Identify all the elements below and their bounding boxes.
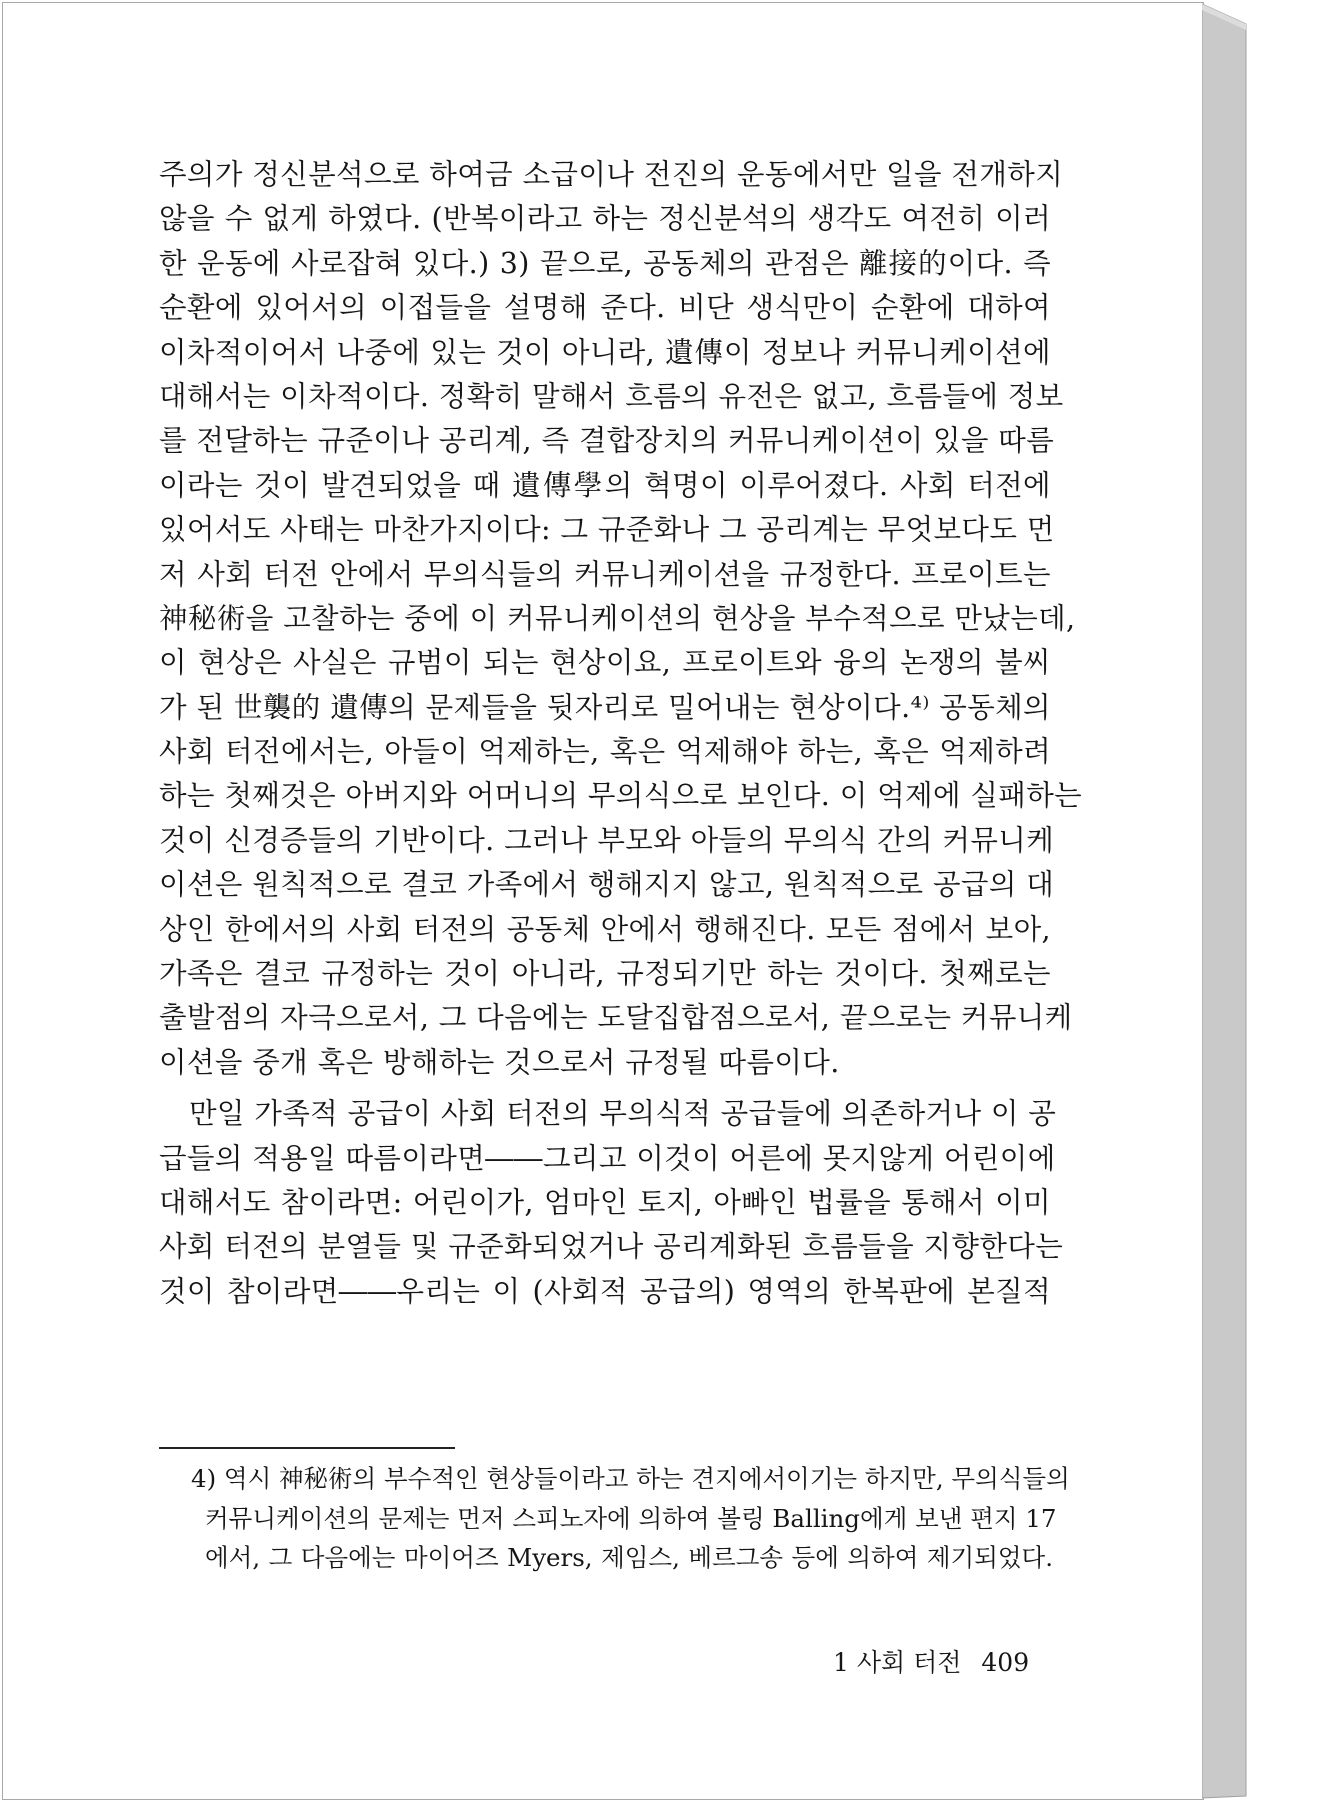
text-line: 가 된 世襲的 遺傳의 문제들을 뒷자리로 밀어내는 현상이다.⁴⁾ 공동체의: [159, 690, 1051, 724]
footnote-line: 4) 역시 神秘術의 부수적인 현상들이라고 하는 견지에서이기는 하지만, 무의식들의: [191, 1464, 1070, 1493]
text-line: 사회 터전의 분열들 및 규준화되었거나 공리계화된 흐름들을 지향한다는: [159, 1230, 1064, 1264]
text-line: 급들의 적용일 따름이라면――그리고 이것이 어른에 못지않게 어린이에: [159, 1141, 1056, 1175]
text-line: 대해서는 이차적이다. 정확히 말해서 흐름의 유전은 없고, 흐름들에 정보: [159, 379, 1064, 413]
text-line: 상인 한에서의 사회 터전의 공동체 안에서 행해진다. 모든 점에서 보아,: [159, 912, 1051, 946]
text-line: 것이 신경증들의 기반이다. 그러나 부모와 아들의 무의식 간의 커뮤니케: [159, 823, 1055, 857]
text-line: 출발점의 자극으로서, 그 다음에는 도달집합점으로서, 끝으로는 커뮤니케: [159, 1001, 1073, 1035]
text-line: 만일 가족적 공급이 사회 터전의 무의식적 공급들에 의존하거나 이 공: [189, 1097, 1057, 1131]
footnote-line: 에서, 그 다음에는 마이어즈 Myers, 제임스, 베르그송 등에 의하여 제기되었다.: [205, 1543, 1053, 1572]
page-footer: [833, 1643, 1033, 1683]
text-line: 하는 첫째것은 아버지와 어머니의 무의식으로 보인다. 이 억제에 실패하는: [159, 779, 1083, 813]
text-line: 사회 터전에서는, 아들이 억제하는, 혹은 억제해야 하는, 혹은 억제하려: [159, 735, 1051, 769]
text-line: 가족은 결코 규정하는 것이 아니라, 규정되기만 하는 것이다. 첫째로는: [159, 957, 1051, 991]
text-line: 를 전달하는 규준이나 공리계, 즉 결합장치의 커뮤니케이션이 있을 따름: [159, 424, 1055, 458]
text-line: 이 현상은 사실은 규범이 되는 현상이요, 프로이트와 융의 논쟁의 불씨: [159, 646, 1051, 680]
book: [2, 2, 1342, 1802]
book-edge-shape: [1202, 2, 1342, 1802]
running-chapter-title: 1 사회 터전: [833, 1648, 962, 1677]
text-line: 한 운동에 사로잡혀 있다.) 3) 끝으로, 공동체의 관점은 離接的이다. 즉: [159, 246, 1051, 280]
footnote: [191, 1459, 1070, 1578]
paragraph: [159, 1092, 1064, 1314]
text-line: 이션은 원칙적으로 결코 가족에서 행해지지 않고, 원칙적으로 공급의 대: [159, 868, 1055, 902]
text-line: 있어서도 사태는 마찬가지이다: 그 규준화나 그 공리계는 무엇보다도 먼: [159, 513, 1055, 547]
page: [2, 2, 1204, 1800]
footnote-divider: [159, 1447, 455, 1449]
text-line: 대해서도 참이라면: 어린이가, 엄마인 토지, 아빠인 법률을 통해서 이미: [159, 1185, 1051, 1219]
page-number: 409: [981, 1648, 1030, 1677]
footnote-line: 커뮤니케이션의 문제는 먼저 스피노자에 의하여 볼링 Balling에게 보낸 편지 17: [205, 1503, 1057, 1533]
text-line: 神秘術을 고찰하는 중에 이 커뮤니케이션의 현상을 부수적으로 만났는데,: [159, 601, 1076, 635]
text-line: 이차적이어서 나중에 있는 것이 아니라, 遺傳이 정보나 커뮤니케이션에: [159, 335, 1051, 369]
paragraph: [159, 153, 1083, 1085]
body-text: [159, 153, 1083, 1314]
text-line: 않을 수 없게 하였다. (반복이라고 하는 정신분석의 생각도 여전히 이러: [159, 202, 1051, 236]
text-line: 것이 참이라면――우리는 이 (사회적 공급의) 영역의 한복판에 본질적: [159, 1274, 1051, 1308]
text-line: 순환에 있어서의 이접들을 설명해 준다. 비단 생식만이 순환에 대하여: [159, 291, 1051, 325]
text-line: 저 사회 터전 안에서 무의식들의 커뮤니케이션을 규정한다. 프로이트는: [159, 557, 1051, 591]
text-line: 이션을 중개 혹은 방해하는 것으로서 규정될 따름이다.: [159, 1045, 840, 1079]
text-line: 이라는 것이 발견되었을 때 遺傳學의 혁명이 이루어졌다. 사회 터전에: [159, 468, 1051, 502]
text-line: 주의가 정신분석으로 하여금 소급이나 전진의 운동에서만 일을 전개하지: [159, 158, 1064, 191]
